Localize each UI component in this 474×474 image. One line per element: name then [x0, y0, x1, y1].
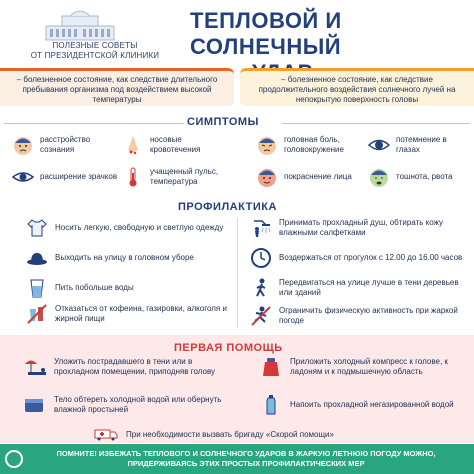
- symptom-item: [368, 166, 472, 188]
- headache-face-icon: [256, 134, 278, 156]
- towel-icon: [22, 394, 48, 416]
- symptom-label: покраснение лица: [284, 172, 352, 181]
- no-drinks-icon: [26, 303, 48, 325]
- heat-stroke-definition: [0, 68, 234, 106]
- heat-definition-text: болезненное состояние, как следствие длительного пребывания организма под воздействием высокой температуры: [22, 75, 218, 104]
- first-aid-label: Тело обтереть холодной водой или обернуть влажной простыней: [54, 395, 222, 414]
- ambulance-call-note: [94, 427, 334, 441]
- prevention-label: Воздержаться от прогулок с 12.00 до 16.00 часов: [279, 253, 463, 262]
- symptom-item: [122, 134, 232, 156]
- sun-definition-text: болезненное состояние, как следствие продолжительного воздействия солнечного лучей на непокрытую поверхность головы: [258, 75, 456, 104]
- prevention-title: ПРОФИЛАКТИКА: [178, 201, 277, 213]
- symptom-label: головная боль, головокружение: [284, 135, 344, 154]
- subtitle-line-2: ОТ ПРЕЗИДЕНТСКОЙ КЛИНИКИ: [30, 51, 160, 60]
- ambulance-icon: [94, 427, 118, 441]
- sun-icon: [5, 450, 23, 468]
- prevention-label: Пить побольше воды: [55, 283, 134, 292]
- clinic-building-logo: [40, 4, 120, 42]
- first-aid-item: [258, 394, 470, 416]
- water-glass-icon: [26, 277, 48, 299]
- ice-pack-icon: [258, 356, 284, 378]
- footer-line-2: ПРИДЕРЖИВАЯСЬ ЭТИХ ПРОСТЫХ ПРОФИЛАКТИЧЕСКИХ МЕР: [127, 459, 365, 468]
- first-aid-label: Уложить пострадавшего в тени или в прохладном помещении, приподняв голову: [54, 357, 216, 376]
- symptom-item: [256, 166, 366, 188]
- symptom-label: учащенный пульс, температура: [150, 167, 219, 186]
- title-line-1: ТЕПЛОВОЙ И СОЛНЕЧНЫЙ: [190, 8, 342, 59]
- thermometer-icon: [122, 166, 144, 188]
- symptom-label: тошнота, рвота: [396, 172, 453, 181]
- footer-banner: [0, 444, 474, 474]
- red-face-icon: [256, 166, 278, 188]
- symptom-label: расширение зрачков: [40, 172, 118, 181]
- symptom-item: [256, 134, 366, 156]
- first-aid-item: [22, 356, 222, 378]
- hat-icon: [26, 247, 48, 269]
- no-running-icon: [250, 305, 272, 327]
- prevention-divider: [237, 218, 238, 328]
- water-bottle-icon: [258, 394, 284, 416]
- ambulance-call-text: При необходимости вызвать бригаду «Скорой помощи»: [126, 429, 334, 439]
- lying-person-umbrella-icon: [22, 356, 48, 378]
- prevention-item: [250, 305, 470, 327]
- shower-icon: [250, 217, 272, 239]
- symptoms-title: СИМПТОМЫ: [187, 116, 259, 128]
- walking-person-icon: [250, 277, 272, 299]
- subtitle-line-1: ПОЛЕЗНЫЕ СОВЕТЫ: [52, 41, 138, 50]
- first-aid-item: [22, 394, 222, 416]
- prevention-label: Ограничить физическую активность при жаркой погоде: [279, 306, 458, 325]
- prevention-item: [26, 277, 226, 299]
- footer-line-1: ПОМНИТЕ! ИЗБЕЖАТЬ ТЕПЛОВОГО И СОЛНЕЧНОГО УДАРОВ В ЖАРКУЮ ЛЕТНЮЮ ПОГОДУ МОЖНО,: [56, 449, 436, 458]
- prevention-label: Передвигаться на улице лучше в тени деревьев или зданий: [279, 278, 459, 297]
- first-aid-label: Приложить холодный компресс к голове, к ладоням и к подмышечную область: [290, 357, 448, 376]
- prevention-item: [26, 247, 226, 269]
- prevention-item: [250, 277, 470, 299]
- first-aid-label: Напоить прохладной негазированной водой: [290, 400, 454, 409]
- clinic-subtitle: [20, 41, 170, 61]
- dark-eye-icon: [368, 134, 390, 156]
- symptom-label: потемнение в глазах: [396, 135, 447, 154]
- confused-face-icon: [12, 134, 34, 156]
- first-aid-title: ПЕРВАЯ ПОМОЩЬ: [174, 342, 283, 354]
- symptom-item: [122, 166, 234, 188]
- symptom-label: носовые кровотечения: [150, 135, 201, 154]
- symptom-item: [12, 166, 122, 188]
- first-aid-item: [258, 356, 470, 378]
- nosebleed-icon: [122, 134, 144, 156]
- prevention-label: Выходить на улицу в головном уборе: [55, 253, 194, 262]
- prevention-label: Принимать прохладный душ, обтирать кожу влажными салфетками: [279, 218, 444, 237]
- prevention-label: Носить легкую, свободную и светлую одежду: [55, 223, 224, 232]
- symptom-item: [368, 134, 472, 156]
- symptoms-divider-left: [4, 123, 184, 124]
- clock-icon: [250, 247, 272, 269]
- sun-stroke-definition: [240, 68, 474, 106]
- symptoms-divider-right: [282, 123, 470, 124]
- eye-icon: [12, 166, 34, 188]
- prevention-label: Отказаться от кофеина, газировки, алкоголя и жирной пищи: [55, 304, 227, 323]
- symptom-item: [12, 134, 122, 156]
- symptom-label: расстройство сознания: [40, 135, 91, 154]
- prevention-item: [26, 303, 231, 325]
- prevention-item: [250, 247, 470, 269]
- prevention-item: [250, 217, 470, 239]
- nausea-face-icon: [368, 166, 390, 188]
- prevention-item: [26, 217, 226, 239]
- shirt-icon: [26, 217, 48, 239]
